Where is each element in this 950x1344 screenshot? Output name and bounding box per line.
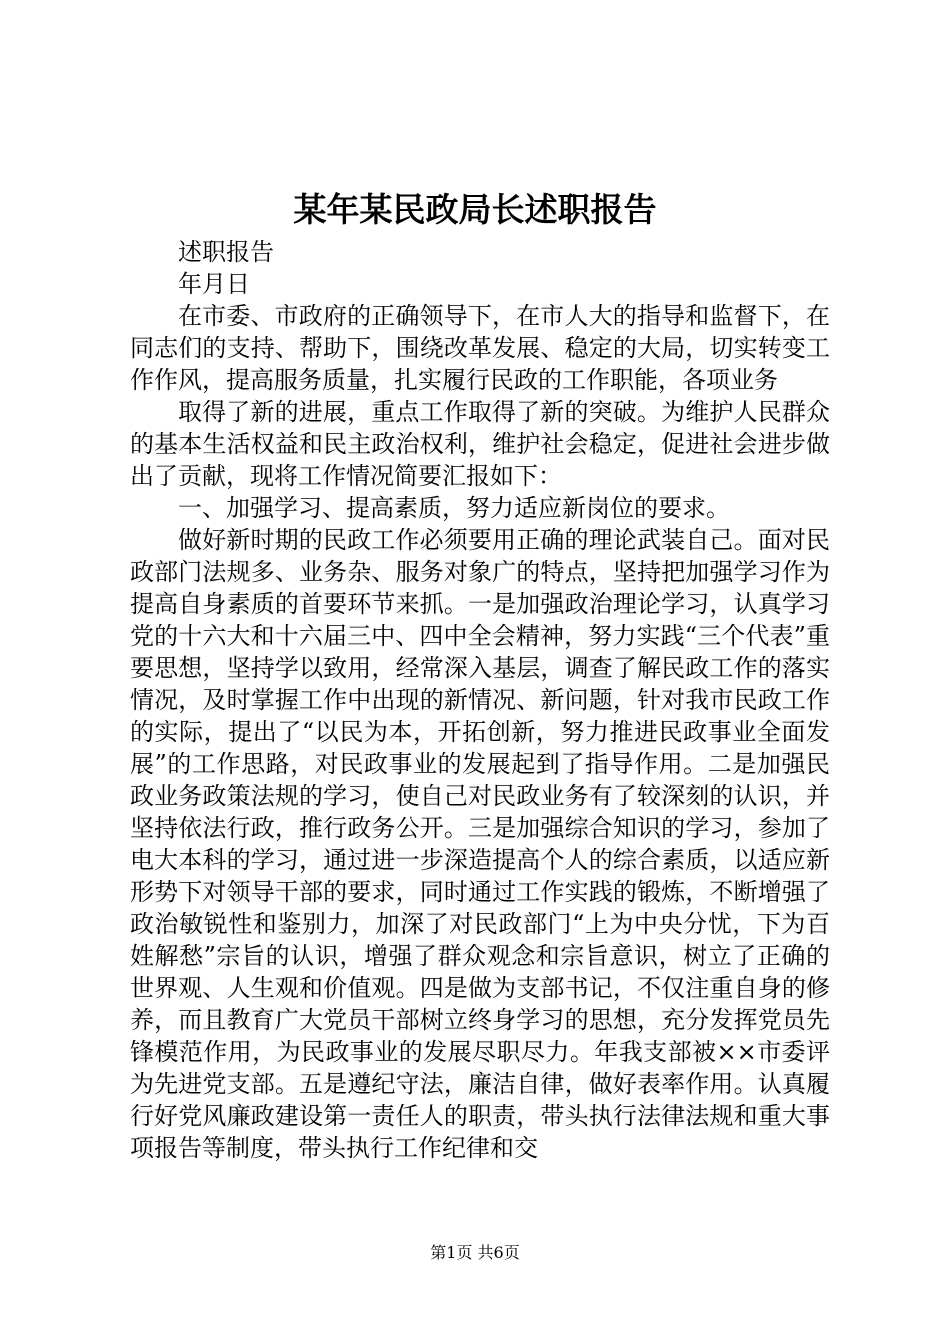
page-number: 第1页 共6页 [430,1243,520,1262]
paragraph-intro: 在市委、市政府的正确领导下，在市人大的指导和监督下，在同志们的支持、帮助下，围绕改革发展、稳定的大局，切实转变工作作风，提高服务质量，扎实履行民政的工作职能，各项业务 [130,302,830,394]
paragraph-study: 做好新时期的民政工作必须要用正确的理论武装自己。面对民政部门法规多、业务杂、服务对象广的特点，坚持把加强学习作为提高自身素质的首要环节来抓。一是加强政治理论学习，认真学习党的十六大和十六届三中、四中全会精神，努力实践“三个代表”重要思想，坚持学以致用，经常深入基层，调查了解民政工作的落实情况，及时掌握工作中出现的新情况、新问题，针对我市民政工作的实际，提出了“以民为本，开拓创新，努力推进民政事业全面发展”的工作思路，对民政事业的发展起到了指导作用。二是加强民政业务政策法规的学习，使自己对民政业务有了较深刻的认识，并坚持依法行政，推行政务公开。三是加强综合知识的学习，参加了电大本科的学习，通过进一步深造提高个人的综合素质，以适应新形势下对领导干部的要求，同时通过工作实践的锻炼，不断增强了政治敏锐性和鉴别力，加深了对民政部门“上为中央分忧，下为百姓解愁”宗旨的认识，增强了群众观念和宗旨意识，树立了正确的世界观、人生观和价值观。四是做为支部书记，不仅注重自身的修养，而且教育广大党员干部树立终身学习的思想，充分发挥党员先锋模范作用，为民政事业的发展尽职尽力。年我支部被××市委评为先进党支部。五是遵纪守法，廉洁自律，做好表率作用。认真履行好党风廉政建设第一责任人的职责，带头执行法律法规和重大事项报告等制度，带头执行工作纪律和交 [130,526,830,1162]
document-title: 某年某民政局长述职报告 [293,190,657,229]
paragraph-heading-label: 述职报告 [178,238,274,266]
paragraph-date: 年月日 [178,270,250,298]
document-body [130,236,830,1164]
section-heading-1: 一、加强学习、提高素质，努力适应新岗位的要求。 [178,494,730,522]
paragraph-summary: 取得了新的进展，重点工作取得了新的突破。为维护人民群众的基本生活权益和民主政治权利，维护社会稳定，促进社会进步做出了贡献，现将工作情况简要汇报如下： [130,398,830,490]
